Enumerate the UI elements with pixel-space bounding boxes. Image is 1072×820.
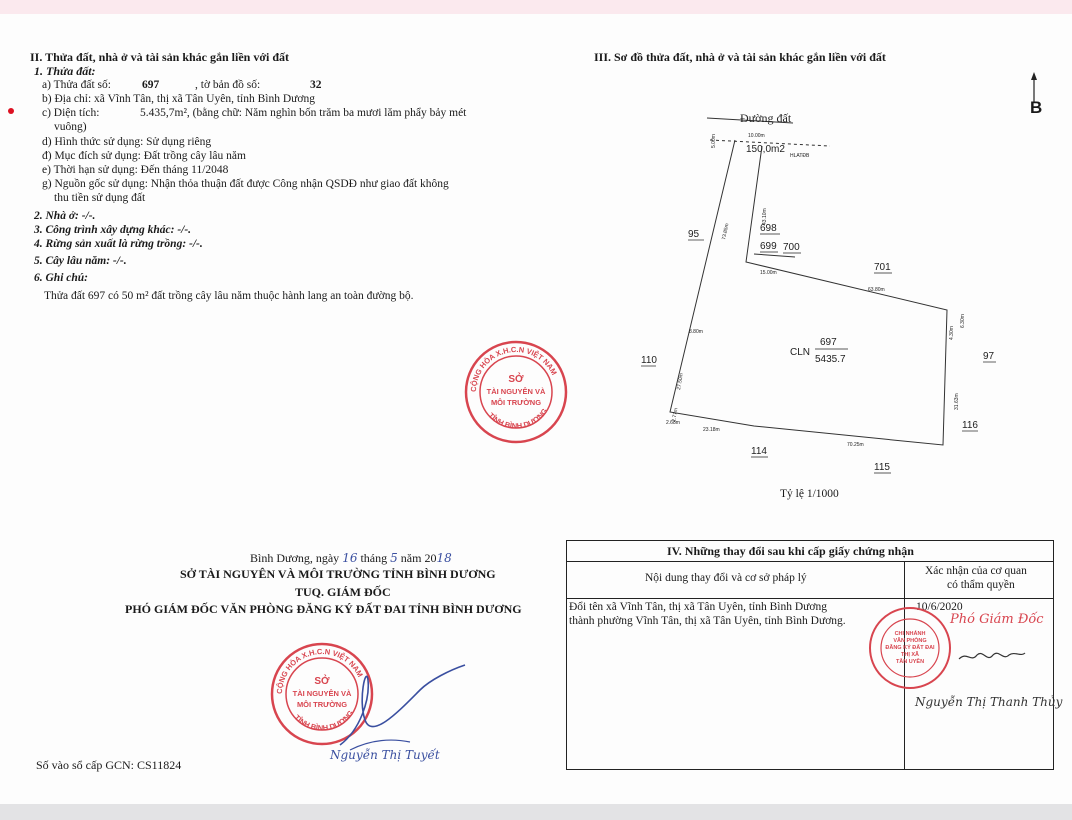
- change-signer: Nguyễn Thị Thanh Thủy: [915, 695, 1063, 709]
- dim-7: 8.80m: [689, 329, 703, 335]
- dim-13: 2.68m: [666, 420, 680, 426]
- north-label: B: [1030, 98, 1043, 117]
- area-text: 5.435,7m², (bằng chữ: Năm nghìn bốn trăm ba mươi lăm phẩy bảy mét: [140, 107, 467, 119]
- col-content-header: Nội dung thay đổi và cơ sở pháp lý: [645, 572, 807, 584]
- forest: 4. Rừng sản xuất là rừng trồng: -/-.: [34, 238, 203, 250]
- neighbor-115: 115: [874, 462, 890, 473]
- tuq: TUQ. GIÁM ĐỐC: [295, 585, 391, 599]
- signer-name: Nguyễn Thị Tuyết: [330, 748, 440, 762]
- parcel-label-no: 697: [820, 337, 837, 348]
- parcel-code: CLN: [790, 347, 811, 358]
- svg-text:TÂN UYÊN: TÂN UYÊN: [895, 659, 925, 665]
- notes-title: 6. Ghi chú:: [34, 272, 88, 284]
- seal-line-2: TÀI NGUYÊN VÀ: [486, 387, 546, 396]
- dim-5: 15.00m: [760, 270, 777, 276]
- changes-heading: IV. Những thay đổi sau khi cấp giấy chứng nhận: [667, 544, 914, 558]
- date-place: Bình Dương, ngày 16 tháng 5 năm 2018: [250, 551, 452, 565]
- svg-text:ĐĂNG KÝ ĐẤT ĐAI: ĐĂNG KÝ ĐẤT ĐAI: [885, 645, 935, 651]
- change-date: 10/6/2020: [916, 601, 963, 613]
- dim-2: HLATĐB: [790, 153, 810, 159]
- dim-6: 63.80m: [868, 287, 885, 293]
- dim-4: 43.10m: [762, 208, 768, 225]
- changes-heading-row: [567, 541, 1053, 562]
- inner-line: [754, 254, 795, 257]
- dim-14: 23.18m: [703, 427, 720, 433]
- dim-12: 2.77m: [671, 407, 680, 423]
- seal2-line-1: SỞ: [314, 676, 330, 687]
- neighbor-699: 699: [760, 241, 777, 252]
- parcel-no: 697: [142, 79, 160, 91]
- parcel-label-area: 5435.7: [815, 354, 846, 365]
- bottom-edge: [0, 804, 1072, 820]
- svg-text:VĂN PHÒNG: VĂN PHÒNG: [893, 638, 927, 644]
- change-content-2: thành phường Vĩnh Tân, thị xã Tân Uyên, tỉnh Bình Dương.: [569, 615, 846, 627]
- north-arrow-icon: [1028, 72, 1040, 102]
- seal2-ring-bottom: TỈNH BÌNH DƯƠNG: [292, 708, 356, 733]
- dim-8: 27.50m: [676, 372, 685, 391]
- org-name: SỞ TÀI NGUYÊN VÀ MÔI TRƯỜNG TỈNH BÌNH DƯƠNG: [180, 567, 496, 581]
- neighbor-116: 116: [962, 420, 978, 431]
- svg-text:THỊ XÃ: THỊ XÃ: [900, 652, 920, 658]
- official-seal: [462, 338, 570, 446]
- origin: g) Nguồn gốc sử dụng: Nhận thỏa thuận đất được Công nhận QSDĐ như giao đất không: [42, 178, 449, 190]
- other-works: 3. Công trình xây dựng khác: -/-.: [34, 224, 192, 236]
- change-content-1: Đổi tên xã Vĩnh Tân, thị xã Tân Uyên, tỉnh Bình Dương: [569, 601, 827, 613]
- neighbor-114: 114: [751, 446, 767, 457]
- seal2-line-3: MÔI TRƯỜNG: [296, 700, 348, 709]
- dim-3: 73.85m: [721, 222, 731, 241]
- gcn-number: Số vào sổ cấp GCN: CS11824: [36, 758, 182, 772]
- road-label: Đường đất: [740, 111, 792, 125]
- section-iii-heading: III. Sơ đồ thửa đất, nhà ở và tài sản khác gắn liền với đất: [594, 50, 886, 64]
- map-no: 32: [310, 79, 322, 91]
- scale-label: Tỷ lệ 1/1000: [780, 488, 839, 500]
- changes-header-row: [567, 562, 1053, 599]
- svg-text:CHI NHÁNH: CHI NHÁNH: [894, 631, 926, 637]
- changes-table: [566, 540, 1063, 770]
- area-text-2: vuông): [54, 121, 87, 133]
- dim-10: 6.30m: [960, 314, 966, 328]
- neighbor-700: 700: [783, 242, 800, 253]
- usage-purpose: đ) Mục đích sử dụng: Đất trồng cây lâu năm: [42, 150, 246, 162]
- map-no-label: , tờ bản đồ số:: [195, 79, 261, 91]
- change-pgd: Phó Giám Đốc: [950, 612, 1044, 627]
- neighbor-701: 701: [874, 262, 891, 273]
- dim-0: 10.00m: [748, 133, 765, 139]
- col-confirm-header-1: Xác nhận của cơ quan: [925, 565, 1027, 577]
- house: 2. Nhà ở: -/-.: [34, 210, 96, 222]
- section-ii-heading: II. Thửa đất, nhà ở và tài sản khác gắn liền với đất: [30, 50, 290, 64]
- neighbor-97: 97: [983, 351, 995, 362]
- top-edge: [0, 0, 1072, 14]
- change-signature-scribble: [957, 641, 1027, 671]
- col-confirm-header-2: có thẩm quyền: [947, 579, 1015, 591]
- neighbor-698: 698: [760, 223, 777, 234]
- parcel-no-label: a) Thửa đất số:: [42, 79, 111, 91]
- dim-9: 4.30m: [949, 326, 955, 340]
- origin-2: thu tiền sử dụng đất: [54, 192, 146, 204]
- neighbor-95: 95: [688, 229, 700, 240]
- seal2-line-2: TÀI NGUYÊN VÀ: [292, 689, 352, 698]
- signature-scribble: [330, 660, 470, 760]
- usage-form: d) Hình thức sử dụng: Sử dụng riêng: [42, 136, 212, 148]
- parcel-title: 1. Thửa đất:: [34, 64, 96, 78]
- dim-1: 5.00m: [711, 134, 717, 148]
- seal-line-3: MÔI TRƯỜNG: [490, 398, 542, 407]
- red-dot-marker: [8, 108, 14, 114]
- road-area: 150,0m2: [746, 144, 785, 155]
- dim-11: 31.63m: [954, 393, 960, 410]
- seal-ring-top: CỘNG HÒA X.H.C.N VIỆT NAM: [468, 344, 559, 393]
- svg-text:TỈNH BÌNH DƯƠNG: [487, 406, 550, 430]
- usage-term: e) Thời hạn sử dụng: Đến tháng 11/2048: [42, 164, 229, 176]
- area-label: c) Diện tích:: [42, 107, 100, 119]
- parcel-boundary: [670, 140, 947, 445]
- seal2-ring-top: CỘNG HÒA X.H.C.N VIỆT NAM: [274, 646, 365, 695]
- neighbor-110: 110: [641, 355, 657, 366]
- perennial: 5. Cây lâu năm: -/-.: [34, 255, 127, 267]
- parcel-diagram: [580, 100, 1020, 480]
- seal-line-1: SỞ: [508, 374, 524, 385]
- notes-text: Thửa đất 697 có 50 m² đất trồng cây lâu năm thuộc hành lang an toàn đường bộ.: [44, 290, 414, 302]
- address: b) Địa chỉ: xã Vĩnh Tân, thị xã Tân Uyên, tỉnh Bình Dương: [42, 93, 315, 105]
- seal-ring-bottom: TỈNH BÌNH DƯƠNG: [486, 406, 550, 431]
- branch-seal: [867, 605, 953, 691]
- dim-15: 70.25m: [847, 442, 864, 448]
- signer-title: PHÓ GIÁM ĐỐC VĂN PHÒNG ĐĂNG KÝ ĐẤT ĐAI TỈNH BÌNH DƯƠNG: [125, 602, 522, 616]
